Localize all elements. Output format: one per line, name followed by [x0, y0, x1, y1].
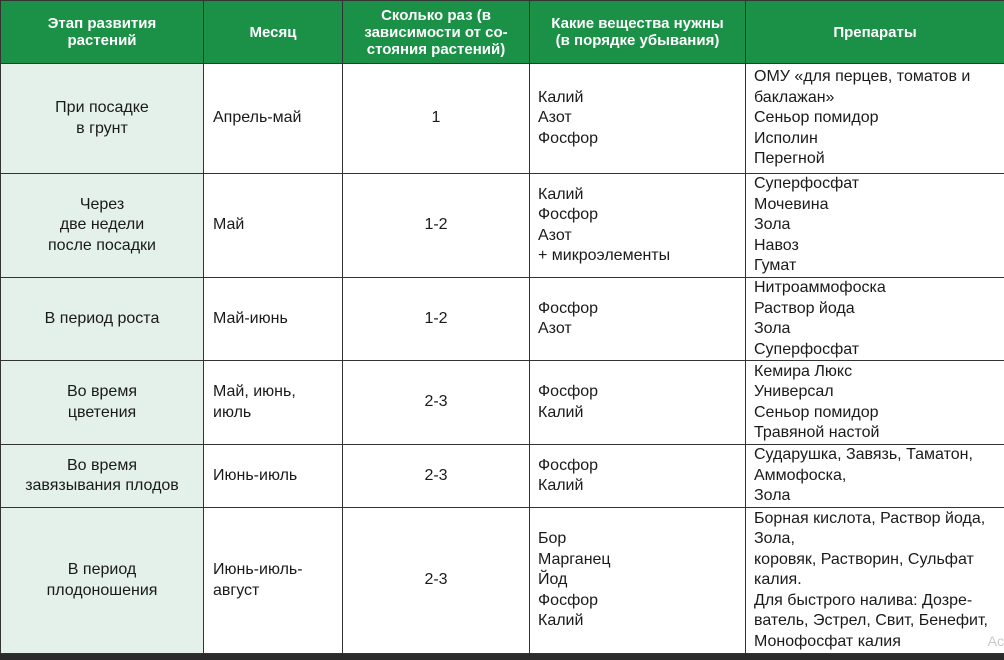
cell-stage	[1, 361, 204, 445]
cell-drugs	[746, 278, 1004, 361]
cell-month	[204, 64, 343, 174]
cell-times	[343, 445, 530, 508]
cell-stage	[1, 445, 204, 508]
table-row	[1, 445, 1004, 508]
cell-month	[204, 445, 343, 508]
cell-line: Калий	[538, 477, 584, 494]
cell-line: Калий	[538, 185, 584, 203]
cell-line: баклажан»	[754, 88, 835, 106]
cell-line: Перегной	[754, 150, 825, 168]
cell-line: Калий	[538, 612, 584, 630]
cell-line: 1	[431, 109, 441, 127]
cell-times	[343, 508, 530, 654]
cell-line: В период роста	[44, 309, 160, 327]
table-row	[1, 64, 1004, 174]
cell-substances	[530, 64, 746, 174]
table-row	[1, 174, 1004, 278]
cell-line: Месяц	[249, 23, 297, 41]
cell-line: Фосфор	[538, 129, 599, 147]
cell-drugs	[746, 445, 1004, 508]
cell-line: калия.	[754, 571, 802, 589]
cell-line: Мочевина	[754, 195, 829, 213]
header-substances	[530, 1, 746, 64]
cell-line: Фосфор	[538, 299, 599, 317]
cell-line: Зола	[754, 487, 791, 505]
cell-times	[343, 361, 530, 445]
cell-line: Май	[213, 216, 245, 234]
cell-line: Для быстрого налива: Дозре-	[754, 591, 973, 609]
cell-substances	[530, 445, 746, 508]
cell-drugs	[746, 508, 1004, 654]
cell-line: Июнь-июль-	[213, 561, 303, 578]
cell-line: цветения	[67, 403, 137, 421]
cell-line: Азот	[538, 109, 572, 127]
cell-line: В период	[67, 561, 137, 578]
table-body	[1, 64, 1004, 654]
cell-line: (в порядке убывания)	[555, 32, 720, 49]
cell-line: Суперфосфат	[754, 175, 860, 193]
cell-line: 2-3	[424, 571, 448, 589]
cell-line: 2-3	[424, 393, 448, 411]
cell-line: Калий	[538, 88, 584, 106]
table-row	[1, 508, 1004, 654]
cell-times	[343, 64, 530, 174]
cell-line: Борная кислота, Раствор йода,	[754, 509, 986, 527]
cell-line: июль	[213, 403, 252, 421]
cell-month	[204, 508, 343, 654]
cell-line: стояния растений)	[366, 40, 506, 58]
cell-line: 2-3	[424, 466, 448, 484]
cell-line: Препараты	[833, 23, 917, 41]
cell-substances	[530, 361, 746, 445]
table-row	[1, 278, 1004, 361]
cell-line: Монофосфат калия	[754, 632, 901, 650]
cell-line: Июнь-июль	[213, 466, 298, 484]
cell-line: 1-2	[424, 216, 448, 234]
cell-line: Через	[79, 195, 125, 213]
cell-line: растений	[67, 32, 137, 49]
cell-line: Этап развития	[47, 15, 157, 32]
cell-line: Фосфор	[538, 456, 599, 474]
table-header	[1, 1, 1004, 64]
cell-line: ватель, Эстрел, Свит, Бенефит,	[754, 612, 988, 630]
header-row	[1, 1, 1004, 64]
cell-line: Какие вещества нужны	[551, 15, 724, 32]
cell-stage	[1, 174, 204, 278]
cell-line: Апрель-май	[213, 109, 302, 127]
cell-stage	[1, 508, 204, 654]
cell-line: Марганец	[538, 550, 611, 568]
cell-line: ОМУ «для перцев, томатов и	[754, 68, 971, 86]
cell-line: Во время	[67, 383, 137, 400]
cell-line: + микроэлементы	[538, 247, 671, 264]
header-times	[343, 1, 530, 64]
cell-line: Зола,	[754, 530, 795, 548]
bottom-divider	[0, 654, 1004, 660]
cell-line: Азот	[538, 320, 572, 337]
cell-line: Калий	[538, 403, 584, 421]
cell-line: Бор	[538, 530, 567, 548]
cell-drugs	[746, 361, 1004, 445]
cell-line: Гумат	[754, 257, 797, 275]
cell-line: Универсал	[754, 383, 834, 400]
cell-line: Зола	[754, 216, 791, 234]
cell-substances	[530, 278, 746, 361]
cell-line: Фосфор	[538, 383, 599, 400]
cell-line: Аммофоска,	[754, 466, 847, 484]
cell-line: Во время	[67, 456, 137, 474]
cell-line: 1-2	[424, 309, 448, 327]
cell-times	[343, 174, 530, 278]
header-drugs	[746, 1, 1004, 64]
cell-line: Фосфор	[538, 206, 599, 223]
cell-substances	[530, 174, 746, 278]
header-month	[204, 1, 343, 64]
cell-line: Суперфосфат	[754, 340, 860, 358]
cell-line: Май, июнь,	[213, 383, 296, 400]
watermark-text: Ac	[987, 633, 1004, 649]
cell-line: Йод	[538, 571, 568, 589]
cell-drugs	[746, 64, 1004, 174]
cell-substances	[530, 508, 746, 654]
cell-line: плодоношения	[46, 581, 158, 599]
cell-line: Фосфор	[538, 591, 599, 609]
cell-line: Травяной настой	[754, 424, 880, 441]
cell-line: после посадки	[48, 236, 156, 254]
cell-line: Сударушка, Завязь, Таматон,	[754, 446, 973, 464]
cell-line: Зола	[754, 320, 791, 337]
cell-line: август	[213, 581, 260, 599]
cell-line: Кемира Люкс	[754, 362, 853, 380]
cell-times	[343, 278, 530, 361]
cell-line: зависимости от со-	[364, 23, 508, 41]
cell-line: Сеньор помидор	[754, 109, 879, 127]
cell-line: коровяк, Растворин, Сульфат	[754, 550, 974, 568]
cell-month	[204, 361, 343, 445]
cell-line: Сколько раз (в	[381, 6, 491, 24]
cell-line: Исполин	[754, 129, 818, 147]
cell-line: При посадке	[55, 99, 149, 116]
cell-line: Навоз	[754, 236, 799, 254]
cell-line: Май-июнь	[213, 309, 288, 327]
table-row	[1, 361, 1004, 445]
cell-month	[204, 278, 343, 361]
cell-line: две недели	[59, 216, 145, 234]
cell-stage	[1, 64, 204, 174]
cell-line: Нитроаммофоска	[754, 279, 886, 296]
cell-drugs	[746, 174, 1004, 278]
cell-line: Сеньор помидор	[754, 403, 879, 421]
cell-line: Раствор йода	[754, 299, 855, 317]
cell-line: Азот	[538, 226, 572, 244]
cell-line: завязывания плодов	[25, 477, 179, 494]
cell-month	[204, 174, 343, 278]
header-stage	[1, 1, 204, 64]
cell-line: в грунт	[76, 119, 128, 137]
cell-stage	[1, 278, 204, 361]
